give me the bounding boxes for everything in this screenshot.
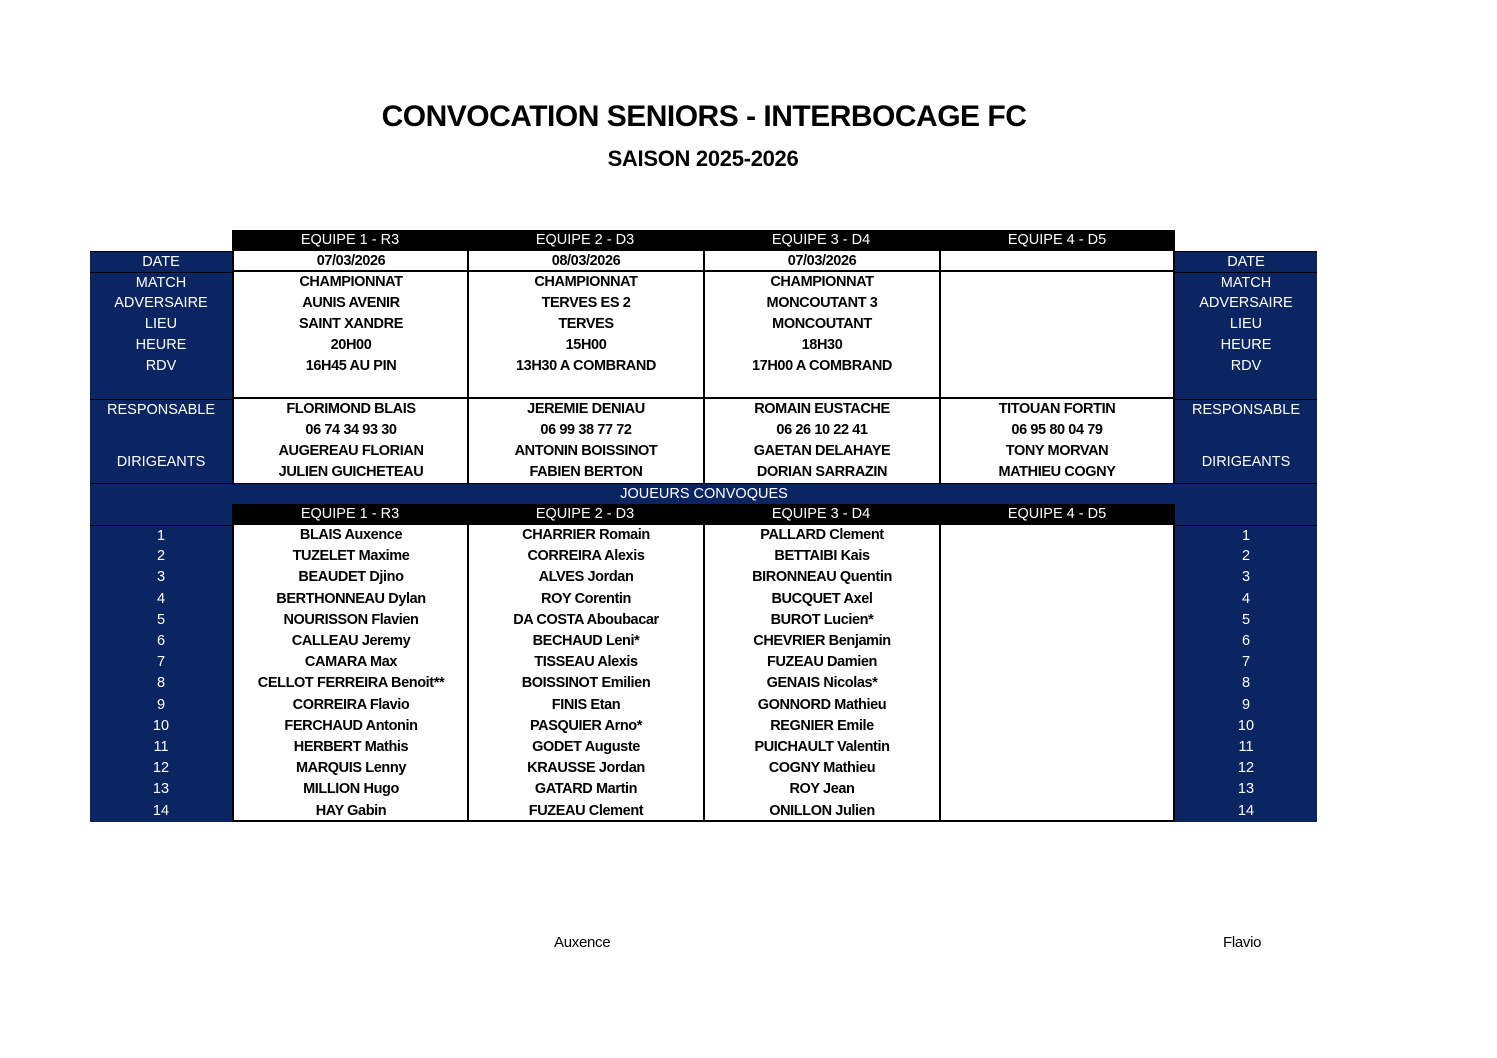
info-date-team-1: 07/03/2026 (232, 251, 468, 272)
players-banner: JOUEURS CONVOQUES (232, 483, 1176, 504)
player-name-team-3: PUICHAULT Valentin (703, 737, 939, 758)
staff-dirigeant2-team-3: DORIAN SARRAZIN (703, 462, 939, 483)
info-lieu-team-4 (939, 314, 1175, 335)
player-row (90, 567, 1317, 588)
player-name-team-2: BOISSINOT Emilien (467, 673, 703, 694)
player-team-header-4: EQUIPE 4 - D5 (939, 504, 1175, 525)
player-name-team-1: BERTHONNEAU Dylan (232, 589, 468, 610)
label-responsable-right: RESPONSABLE (1175, 399, 1317, 420)
label-lieu-right: LIEU (1175, 314, 1317, 335)
player-name-team-2: FINIS Etan (467, 695, 703, 716)
player-name-team-4 (939, 695, 1175, 716)
info-date-team-2: 08/03/2026 (467, 251, 703, 272)
player-number: 14 (90, 801, 232, 822)
label-lieu: LIEU (90, 314, 232, 335)
team-header-3: EQUIPE 3 - D4 (703, 230, 939, 251)
player-name-team-3: GENAIS Nicolas* (703, 673, 939, 694)
label-spacer (90, 377, 232, 399)
player-name-team-3: BIRONNEAU Quentin (703, 567, 939, 588)
player-number: 7 (90, 652, 232, 673)
label-telephone (90, 420, 232, 441)
player-number: 4 (90, 589, 232, 610)
player-row (90, 673, 1317, 694)
player-number: 1 (90, 525, 232, 546)
label-blank-header (90, 504, 232, 525)
player-name-team-4 (939, 631, 1175, 652)
info-adversaire-team-2: TERVES ES 2 (467, 293, 703, 314)
player-row (90, 546, 1317, 567)
player-name-team-2: ROY Corentin (467, 589, 703, 610)
player-name-team-1: MILLION Hugo (232, 779, 468, 800)
info-date-team-3: 07/03/2026 (703, 251, 939, 272)
team-header-4: EQUIPE 4 - D5 (939, 230, 1175, 251)
player-name-team-1: HERBERT Mathis (232, 737, 468, 758)
label-spacer-right (1175, 377, 1317, 399)
player-row (90, 652, 1317, 673)
info-adversaire-team-4 (939, 293, 1175, 314)
player-name-team-4 (939, 652, 1175, 673)
player-name-team-1: BLAIS Auxence (232, 525, 468, 546)
player-name-team-3: PALLARD Clement (703, 525, 939, 546)
staff-telephone-team-1: 06 74 34 93 30 (232, 420, 468, 441)
player-name-team-4 (939, 673, 1175, 694)
player-name-team-2: KRAUSSE Jordan (467, 758, 703, 779)
player-row (90, 716, 1317, 737)
label-blank-header-right (1175, 504, 1317, 525)
info-row-date (90, 251, 1317, 272)
label-telephone-right (1175, 420, 1317, 441)
player-name-team-1: CAMARA Max (232, 652, 468, 673)
player-name-team-1: TUZELET Maxime (232, 546, 468, 567)
label-dirigeant2 (90, 462, 232, 483)
footer-note-left: Auxence (554, 934, 611, 951)
info-rdv-team-3: 17H00 A COMBRAND (703, 356, 939, 377)
player-name-team-1: HAY Gabin (232, 801, 468, 822)
player-name-team-3: REGNIER Emile (703, 716, 939, 737)
info-lieu-team-2: TERVES (467, 314, 703, 335)
info-row-match (90, 272, 1317, 293)
player-name-team-3: BUCQUET Axel (703, 589, 939, 610)
label-dirigeant1 (90, 441, 232, 462)
player-number: 13 (90, 779, 232, 800)
spacer-team-4 (939, 377, 1175, 399)
label-blank-banner-right (1175, 483, 1317, 504)
player-name-team-3: BETTAIBI Kais (703, 546, 939, 567)
player-name-team-4 (939, 716, 1175, 737)
info-heure-team-1: 20H00 (232, 335, 468, 356)
player-number-right: 10 (1175, 716, 1317, 737)
info-lieu-team-1: SAINT XANDRE (232, 314, 468, 335)
info-lieu-team-3: MONCOUTANT (703, 314, 939, 335)
player-number-right: 8 (1175, 673, 1317, 694)
footer-note-right: Flavio (1223, 934, 1262, 951)
staff-dirigeant2-team-1: JULIEN GUICHETEAU (232, 462, 468, 483)
document-title: CONVOCATION SENIORS - INTERBOCAGE FC (381, 100, 1027, 133)
label-responsable: RESPONSABLE (90, 399, 232, 420)
team-header-1: EQUIPE 1 - R3 (232, 230, 468, 251)
label-adversaire-right: ADVERSAIRE (1175, 293, 1317, 314)
player-name-team-2: GODET Auguste (467, 737, 703, 758)
info-match-team-3: CHAMPIONNAT (703, 272, 939, 293)
player-row (90, 758, 1317, 779)
player-name-team-2: DA COSTA Aboubacar (467, 610, 703, 631)
player-name-team-1: BEAUDET Djino (232, 567, 468, 588)
player-number-right: 3 (1175, 567, 1317, 588)
player-team-header-2: EQUIPE 2 - D3 (467, 504, 703, 525)
player-name-team-1: FERCHAUD Antonin (232, 716, 468, 737)
player-name-team-1: CORREIRA Flavio (232, 695, 468, 716)
player-row (90, 610, 1317, 631)
staff-telephone-team-3: 06 26 10 22 41 (703, 420, 939, 441)
staff-dirigeant1-team-2: ANTONIN BOISSINOT (467, 441, 703, 462)
staff-responsable-team-4: TITOUAN FORTIN (939, 399, 1175, 420)
info-adversaire-team-3: MONCOUTANT 3 (703, 293, 939, 314)
player-number-right: 2 (1175, 546, 1317, 567)
info-match-team-2: CHAMPIONNAT (467, 272, 703, 293)
staff-row-responsable (90, 399, 1317, 420)
player-name-team-4 (939, 610, 1175, 631)
player-number-right: 9 (1175, 695, 1317, 716)
season-subtitle: SAISON 2025-2026 (607, 146, 799, 171)
player-name-team-3: ONILLON Julien (703, 801, 939, 822)
spacer-team-3 (703, 377, 939, 399)
label-blank-banner (90, 483, 232, 504)
staff-row-dirigeant1 (90, 441, 1317, 462)
player-number-right: 12 (1175, 758, 1317, 779)
label-date-right: DATE (1175, 251, 1317, 272)
staff-dirigeant1-team-3: GAETAN DELAHAYE (703, 441, 939, 462)
spacer-team-1 (232, 377, 468, 399)
player-row (90, 631, 1317, 652)
player-name-team-4 (939, 589, 1175, 610)
player-number: 9 (90, 695, 232, 716)
team-header-2: EQUIPE 2 - D3 (467, 230, 703, 251)
staff-row-telephone (90, 420, 1317, 441)
info-date-team-4 (939, 251, 1175, 272)
staff-row-dirigeant2 (90, 462, 1317, 483)
player-name-team-4 (939, 801, 1175, 822)
player-name-team-1: CALLEAU Jeremy (232, 631, 468, 652)
player-name-team-3: CHEVRIER Benjamin (703, 631, 939, 652)
label-match-right: MATCH (1175, 272, 1317, 293)
staff-telephone-team-2: 06 99 38 77 72 (467, 420, 703, 441)
player-number-right: 6 (1175, 631, 1317, 652)
info-match-team-1: CHAMPIONNAT (232, 272, 468, 293)
label-date: DATE (90, 251, 232, 272)
player-name-team-4 (939, 567, 1175, 588)
player-name-team-4 (939, 525, 1175, 546)
info-rdv-team-1: 16H45 AU PIN (232, 356, 468, 377)
player-name-team-2: GATARD Martin (467, 779, 703, 800)
label-dirigeants-right: DIRIGEANTS (1175, 441, 1317, 483)
player-number: 2 (90, 546, 232, 567)
player-number: 11 (90, 737, 232, 758)
label-dirigeants: DIRIGEANTS (90, 441, 232, 483)
players-banner-row (90, 483, 1317, 504)
player-name-team-2: PASQUIER Arno* (467, 716, 703, 737)
info-row-rdv (90, 356, 1317, 377)
info-heure-team-4 (939, 335, 1175, 356)
label-match: MATCH (90, 272, 232, 293)
player-name-team-1: MARQUIS Lenny (232, 758, 468, 779)
label-heure-right: HEURE (1175, 335, 1317, 356)
player-number: 3 (90, 567, 232, 588)
spacer-team-2 (467, 377, 703, 399)
info-row-lieu (90, 314, 1317, 335)
player-name-team-2: FUZEAU Clement (467, 801, 703, 822)
info-row-heure (90, 335, 1317, 356)
player-number-right: 1 (1175, 525, 1317, 546)
team-header-row-2 (90, 504, 1317, 525)
label-rdv-right: RDV (1175, 356, 1317, 377)
player-row (90, 801, 1317, 822)
label-dirigeant1-right (1175, 441, 1317, 462)
player-row (90, 589, 1317, 610)
player-name-team-4 (939, 546, 1175, 567)
info-match-team-4 (939, 272, 1175, 293)
player-team-header-1: EQUIPE 1 - R3 (232, 504, 468, 525)
player-name-team-2: ALVES Jordan (467, 567, 703, 588)
info-adversaire-team-1: AUNIS AVENIR (232, 293, 468, 314)
player-number: 8 (90, 673, 232, 694)
staff-responsable-team-1: FLORIMOND BLAIS (232, 399, 468, 420)
staff-telephone-team-4: 06 95 80 04 79 (939, 420, 1175, 441)
staff-responsable-team-3: ROMAIN EUSTACHE (703, 399, 939, 420)
player-name-team-1: CELLOT FERREIRA Benoit** (232, 673, 468, 694)
staff-dirigeant2-team-2: FABIEN BERTON (467, 462, 703, 483)
player-name-team-2: BECHAUD Leni* (467, 631, 703, 652)
player-name-team-3: FUZEAU Damien (703, 652, 939, 673)
info-heure-team-2: 15H00 (467, 335, 703, 356)
player-number: 5 (90, 610, 232, 631)
player-name-team-3: GONNORD Mathieu (703, 695, 939, 716)
player-number-right: 11 (1175, 737, 1317, 758)
player-number-right: 4 (1175, 589, 1317, 610)
player-name-team-3: ROY Jean (703, 779, 939, 800)
player-name-team-3: COGNY Mathieu (703, 758, 939, 779)
player-row (90, 737, 1317, 758)
label-heure: HEURE (90, 335, 232, 356)
player-name-team-2: CORREIRA Alexis (467, 546, 703, 567)
player-number-right: 5 (1175, 610, 1317, 631)
player-number: 12 (90, 758, 232, 779)
info-heure-team-3: 18H30 (703, 335, 939, 356)
player-team-header-3: EQUIPE 3 - D4 (703, 504, 939, 525)
player-name-team-4 (939, 779, 1175, 800)
player-name-team-2: CHARRIER Romain (467, 525, 703, 546)
label-rdv: RDV (90, 356, 232, 377)
player-number-right: 13 (1175, 779, 1317, 800)
info-row-adversaire (90, 293, 1317, 314)
info-spacer-row (90, 377, 1317, 399)
staff-responsable-team-2: JEREMIE DENIAU (467, 399, 703, 420)
staff-dirigeant1-team-1: AUGEREAU FLORIAN (232, 441, 468, 462)
player-name-team-1: NOURISSON Flavien (232, 610, 468, 631)
team-header-row (90, 230, 1317, 251)
player-row (90, 779, 1317, 800)
player-row (90, 695, 1317, 716)
label-dirigeant2-right (1175, 462, 1317, 483)
staff-dirigeant1-team-4: TONY MORVAN (939, 441, 1175, 462)
player-number-right: 14 (1175, 801, 1317, 822)
label-adversaire: ADVERSAIRE (90, 293, 232, 314)
player-number: 10 (90, 716, 232, 737)
player-number: 6 (90, 631, 232, 652)
player-name-team-4 (939, 737, 1175, 758)
player-row (90, 525, 1317, 546)
player-name-team-4 (939, 758, 1175, 779)
player-number-right: 7 (1175, 652, 1317, 673)
player-name-team-2: TISSEAU Alexis (467, 652, 703, 673)
player-name-team-3: BUROT Lucien* (703, 610, 939, 631)
staff-dirigeant2-team-4: MATHIEU COGNY (939, 462, 1175, 483)
info-rdv-team-2: 13H30 A COMBRAND (467, 356, 703, 377)
info-rdv-team-4 (939, 356, 1175, 377)
